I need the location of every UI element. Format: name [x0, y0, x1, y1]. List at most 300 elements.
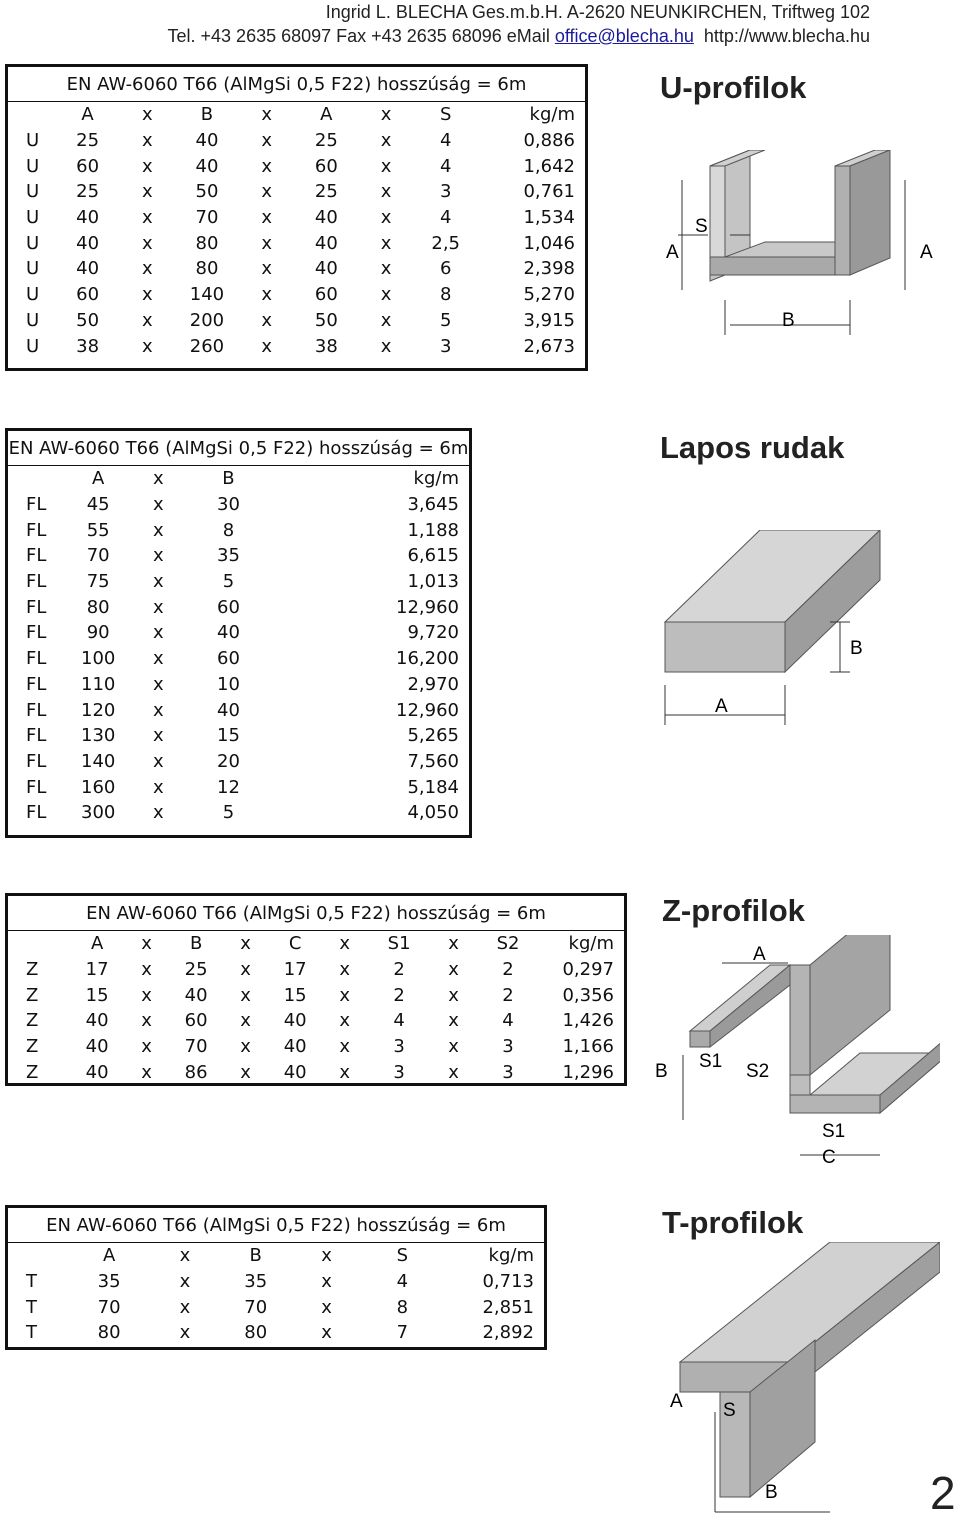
- table-cell: 40: [184, 984, 208, 1006]
- table-cell: 70: [97, 1296, 121, 1318]
- table-row: [8, 723, 469, 749]
- table-cell: x: [448, 984, 459, 1006]
- table-cell: x: [339, 1010, 350, 1032]
- table-cell: 70: [184, 1036, 208, 1058]
- table-cell: Z: [26, 1010, 39, 1032]
- table-cell: 1,013: [407, 571, 459, 593]
- table-cell: x: [152, 494, 164, 516]
- table-cell: 70: [86, 545, 110, 567]
- table-cell: U: [26, 207, 40, 229]
- table-cell: 40: [195, 130, 219, 152]
- t-profile-table: [5, 1205, 547, 1350]
- table-cell: 4: [396, 1271, 409, 1293]
- table-cell: FL: [26, 699, 47, 721]
- z-profile-diagram: [650, 935, 940, 1175]
- table-cell: U: [26, 232, 40, 254]
- z-profile-table: [5, 893, 627, 1086]
- column-header: B: [188, 466, 268, 492]
- table-cell: 3: [393, 1036, 405, 1058]
- table-cell: 60: [314, 155, 338, 177]
- table-cell: x: [152, 673, 164, 695]
- table-cell: 80: [86, 596, 110, 618]
- flat-bar-table: [5, 428, 472, 838]
- table-cell: 40: [76, 258, 100, 280]
- table-cell: x: [152, 725, 164, 747]
- table-cell: 1,188: [407, 519, 459, 541]
- table-cell: 40: [76, 232, 100, 254]
- table-cell: x: [141, 1061, 152, 1083]
- table-cell: 40: [85, 1010, 109, 1032]
- u-label-b: B: [782, 310, 795, 331]
- table-cell: 12,960: [396, 699, 459, 721]
- table-cell: x: [141, 258, 153, 280]
- table-cell: 0,297: [562, 959, 614, 981]
- table-cell: U: [26, 155, 40, 177]
- table-cell: x: [339, 1036, 350, 1058]
- table-cell: 5: [222, 802, 235, 824]
- table-row: [8, 543, 469, 569]
- table-cell: FL: [26, 776, 47, 798]
- table-cell: 0,356: [562, 984, 614, 1006]
- column-header: x: [127, 931, 167, 957]
- table-cell: x: [179, 1296, 191, 1318]
- column-header: kg/m: [269, 466, 469, 492]
- table-cell: 2,970: [407, 673, 459, 695]
- table-cell: 160: [81, 776, 116, 798]
- table-cell: T: [26, 1271, 37, 1293]
- table-cell: 0,761: [523, 181, 575, 203]
- column-header: [8, 102, 58, 128]
- table-header-row: [8, 931, 624, 957]
- table-cell: FL: [26, 545, 47, 567]
- table-cell: 9,720: [407, 622, 459, 644]
- table-cell: 35: [244, 1271, 268, 1293]
- column-header: S: [362, 1243, 443, 1269]
- table-cell: 0,886: [523, 130, 575, 152]
- table-cell: FL: [26, 596, 47, 618]
- table-cell: 140: [189, 284, 225, 306]
- table-cell: 0,713: [482, 1271, 534, 1293]
- table-cell: x: [339, 984, 350, 1006]
- table-cell: 55: [86, 519, 110, 541]
- column-header: kg/m: [476, 102, 585, 128]
- table-row: [8, 1294, 544, 1320]
- table-row: [8, 1320, 544, 1346]
- table-cell: x: [141, 1036, 152, 1058]
- table-cell: x: [152, 802, 164, 824]
- table-cell: 2,398: [523, 258, 575, 280]
- column-header: [8, 1243, 69, 1269]
- column-header: A: [58, 102, 118, 128]
- table-cell: 2,851: [482, 1296, 534, 1318]
- table-cell: 1,426: [562, 1010, 614, 1032]
- z-label-s1-bottom: S1: [822, 1121, 846, 1142]
- table-cell: 1,166: [562, 1036, 614, 1058]
- table-cell: x: [448, 1010, 459, 1032]
- table-cell: 120: [81, 699, 116, 721]
- company-header: [168, 0, 870, 48]
- table-cell: x: [380, 258, 392, 280]
- table-cell: 40: [217, 699, 240, 721]
- column-header: S: [416, 102, 476, 128]
- table-cell: x: [152, 750, 164, 772]
- table-cell: x: [141, 130, 153, 152]
- column-header: S1: [364, 931, 433, 957]
- table-row: [8, 517, 469, 543]
- u-label-a-left: A: [666, 242, 679, 263]
- u-label-s: S: [695, 216, 708, 237]
- table-cell: 4,050: [407, 802, 459, 824]
- table-cell: 40: [283, 1036, 307, 1058]
- table-cell: 80: [195, 258, 219, 280]
- table-cell: Z: [26, 1036, 39, 1058]
- table-title: EN AW-6060 T66 (AlMgSi 0,5 F22) hosszúság = 6m: [66, 73, 527, 95]
- table-cell: FL: [26, 622, 47, 644]
- table-cell: x: [152, 571, 164, 593]
- table-cell: 2: [393, 959, 405, 981]
- table-cell: 4: [439, 155, 452, 177]
- column-header: x: [291, 1243, 362, 1269]
- table-cell: 15: [217, 725, 240, 747]
- flat-bar-heading: Lapos rudak: [660, 430, 845, 465]
- table-cell: 6: [439, 258, 452, 280]
- table-cell: x: [339, 1061, 350, 1083]
- table-cell: x: [240, 984, 251, 1006]
- table-cell: 80: [244, 1322, 268, 1344]
- column-header: x: [150, 1243, 221, 1269]
- table-cell: x: [261, 335, 272, 357]
- table-cell: 3,915: [523, 309, 575, 331]
- table-row: [8, 982, 624, 1008]
- table-cell: x: [448, 1036, 459, 1058]
- table-cell: 40: [217, 622, 240, 644]
- u-profile-heading: U-profilok: [660, 70, 807, 105]
- table-cell: 2: [502, 984, 514, 1006]
- table-cell: 86: [184, 1061, 208, 1083]
- table-cell: 5,270: [523, 284, 575, 306]
- table-cell: x: [261, 181, 272, 203]
- table-cell: 40: [85, 1036, 109, 1058]
- table-cell: 45: [86, 494, 110, 516]
- table-title: EN AW-6060 T66 (AlMgSi 0,5 F22) hosszúság = 6m: [86, 902, 546, 924]
- table-cell: 12,960: [396, 596, 459, 618]
- table-cell: 140: [81, 750, 116, 772]
- table-cell: U: [26, 258, 40, 280]
- table-cell: x: [380, 232, 392, 254]
- contact-line: [168, 24, 870, 48]
- table-cell: 60: [76, 284, 100, 306]
- table-cell: 8: [222, 519, 235, 541]
- table-cell: FL: [26, 750, 47, 772]
- table-header-row: [8, 1243, 544, 1269]
- table-cell: 20: [217, 750, 240, 772]
- table-cell: x: [152, 776, 164, 798]
- table-cell: x: [240, 1061, 251, 1083]
- column-header: C: [265, 931, 324, 957]
- table-cell: x: [152, 622, 164, 644]
- column-header: x: [237, 102, 297, 128]
- table-row: [8, 205, 585, 231]
- table-cell: 40: [76, 207, 100, 229]
- table-cell: 4: [393, 1010, 405, 1032]
- table-cell: 15: [283, 984, 307, 1006]
- table-cell: 38: [314, 335, 338, 357]
- table-title: EN AW-6060 T66 (AlMgSi 0,5 F22) hosszúság = 6m: [46, 1214, 506, 1236]
- table-cell: 10: [217, 673, 240, 695]
- table-cell: 30: [217, 494, 240, 516]
- table-cell: 40: [314, 232, 338, 254]
- table-row: [8, 646, 469, 672]
- table-cell: x: [339, 959, 350, 981]
- table-cell: x: [141, 155, 153, 177]
- table-cell: x: [141, 335, 153, 357]
- table-row: [8, 749, 469, 775]
- flat-bar-diagram: [660, 530, 930, 730]
- t-label-s: S: [723, 1400, 736, 1421]
- table-cell: 2,892: [482, 1322, 534, 1344]
- table-cell: T: [26, 1322, 37, 1344]
- column-header: A: [296, 102, 356, 128]
- u-profile-table: [5, 64, 588, 371]
- column-header: kg/m: [443, 1243, 544, 1269]
- table-row: [8, 800, 469, 826]
- table-cell: 60: [217, 648, 240, 670]
- table-cell: 38: [76, 335, 100, 357]
- table-row: [8, 1059, 624, 1085]
- table-cell: 50: [76, 309, 100, 331]
- table-cell: x: [141, 232, 153, 254]
- table-cell: x: [141, 284, 153, 306]
- t-label-a: A: [670, 1391, 683, 1412]
- z-label-c: C: [822, 1147, 836, 1168]
- table-row: [8, 1034, 624, 1060]
- table-cell: x: [240, 959, 251, 981]
- table-cell: 70: [195, 207, 219, 229]
- table-cell: x: [141, 959, 152, 981]
- table-cell: 3: [502, 1036, 514, 1058]
- table-cell: x: [380, 335, 392, 357]
- table-cell: x: [152, 519, 164, 541]
- table-cell: x: [380, 207, 392, 229]
- z-profile-heading: Z-profilok: [662, 893, 805, 928]
- column-header: x: [325, 931, 365, 957]
- table-row: [8, 569, 469, 595]
- column-header: B: [220, 1243, 291, 1269]
- table-cell: x: [152, 545, 164, 567]
- table-cell: 260: [189, 335, 225, 357]
- table-cell: 90: [86, 622, 110, 644]
- z-label-b: B: [655, 1061, 668, 1082]
- column-header: x: [434, 931, 474, 957]
- table-cell: 300: [81, 802, 116, 824]
- table-cell: x: [261, 155, 272, 177]
- table-row: [8, 1269, 544, 1295]
- table-cell: 100: [81, 648, 116, 670]
- table-cell: 35: [217, 545, 240, 567]
- table-cell: 60: [184, 1010, 208, 1032]
- table-cell: 130: [81, 725, 116, 747]
- table-cell: x: [179, 1271, 191, 1293]
- table-row: [8, 230, 585, 256]
- phone-fax-text: Tel. +43 2635 68097 Fax +43 2635 68096 eMail: [167, 26, 555, 46]
- table-cell: U: [26, 284, 40, 306]
- column-header: x: [226, 931, 266, 957]
- column-header: A: [69, 1243, 150, 1269]
- table-cell: x: [152, 699, 164, 721]
- column-header: x: [356, 102, 416, 128]
- table-cell: x: [261, 309, 272, 331]
- table-cell: 25: [314, 181, 338, 203]
- table-cell: 3: [439, 335, 452, 357]
- table-row: [8, 282, 585, 308]
- table-cell: 15: [85, 984, 109, 1006]
- t-profile-heading: T-profilok: [662, 1205, 804, 1240]
- table-cell: x: [141, 984, 152, 1006]
- table-cell: x: [321, 1271, 332, 1293]
- table-cell: 16,200: [396, 648, 459, 670]
- table-cell: 35: [97, 1271, 121, 1293]
- table-cell: 110: [81, 673, 116, 695]
- table-row: [8, 672, 469, 698]
- table-cell: x: [380, 309, 392, 331]
- z-label-s1-top: S1: [699, 1051, 723, 1072]
- table-cell: U: [26, 130, 40, 152]
- table-cell: 17: [85, 959, 109, 981]
- table-row: [8, 620, 469, 646]
- table-cell: 8: [439, 284, 452, 306]
- table-cell: U: [26, 335, 40, 357]
- table-cell: 3: [393, 1061, 405, 1083]
- table-row: [8, 153, 585, 179]
- email-link[interactable]: office@blecha.hu: [554, 26, 694, 46]
- table-cell: FL: [26, 571, 47, 593]
- table-cell: 5,184: [407, 776, 459, 798]
- table-header-row: [8, 102, 585, 128]
- table-cell: 12: [217, 776, 240, 798]
- table-row: [8, 128, 585, 154]
- table-cell: 40: [85, 1061, 109, 1083]
- table-cell: T: [26, 1296, 37, 1318]
- table-cell: x: [448, 1061, 459, 1083]
- table-row: [8, 957, 624, 983]
- u-profile-diagram: [650, 150, 950, 350]
- column-header: kg/m: [543, 931, 624, 957]
- t-profile-diagram: [650, 1242, 940, 1522]
- t-label-b: B: [765, 1482, 778, 1503]
- table-header-row: [8, 466, 469, 492]
- table-cell: 60: [314, 284, 338, 306]
- table-cell: FL: [26, 494, 47, 516]
- table-cell: 5,265: [407, 725, 459, 747]
- table-cell: x: [261, 258, 272, 280]
- fl-label-b: B: [850, 638, 863, 659]
- column-header: x: [128, 466, 188, 492]
- table-row: [8, 594, 469, 620]
- column-header: A: [68, 466, 128, 492]
- table-cell: x: [380, 130, 392, 152]
- table-cell: 80: [195, 232, 219, 254]
- table-cell: 50: [314, 309, 338, 331]
- table-cell: x: [141, 309, 153, 331]
- table-cell: 3,645: [407, 494, 459, 516]
- table-cell: 6,615: [407, 545, 459, 567]
- table-cell: 40: [283, 1061, 307, 1083]
- table-cell: 25: [76, 130, 100, 152]
- table-cell: x: [261, 232, 272, 254]
- table-cell: x: [261, 284, 272, 306]
- column-header: A: [67, 931, 126, 957]
- table-cell: 40: [314, 258, 338, 280]
- table-cell: 60: [76, 155, 100, 177]
- table-cell: 2: [502, 959, 514, 981]
- table-cell: U: [26, 309, 40, 331]
- table-cell: 5: [222, 571, 235, 593]
- z-label-s2: S2: [746, 1061, 770, 1082]
- table-cell: 50: [195, 181, 219, 203]
- table-cell: 4: [439, 207, 452, 229]
- page-number: 2: [930, 1467, 956, 1519]
- table-cell: 8: [396, 1296, 409, 1318]
- table-cell: Z: [26, 1061, 39, 1083]
- table-cell: x: [141, 181, 153, 203]
- website-link[interactable]: http://www.blecha.hu: [703, 26, 870, 46]
- company-address: Ingrid L. BLECHA Ges.m.b.H. A-2620 NEUNKIRCHEN, Triftweg 102: [325, 2, 870, 22]
- table-cell: x: [141, 207, 153, 229]
- table-row: [8, 256, 585, 282]
- z-label-a: A: [753, 944, 766, 965]
- table-cell: 200: [189, 309, 225, 331]
- table-cell: FL: [26, 802, 47, 824]
- table-cell: 2: [393, 984, 405, 1006]
- table-cell: 4: [439, 130, 452, 152]
- table-cell: x: [321, 1296, 332, 1318]
- table-title: EN AW-6060 T66 (AlMgSi 0,5 F22) hosszúság = 6m: [8, 437, 469, 459]
- table-cell: x: [448, 959, 459, 981]
- table-cell: 75: [86, 571, 110, 593]
- table-cell: 40: [195, 155, 219, 177]
- table-cell: 70: [244, 1296, 268, 1318]
- table-cell: U: [26, 181, 40, 203]
- table-cell: 1,296: [562, 1061, 614, 1083]
- table-cell: 17: [283, 959, 307, 981]
- column-header: [8, 466, 68, 492]
- table-cell: 25: [184, 959, 208, 981]
- table-cell: x: [261, 130, 272, 152]
- table-cell: 3: [502, 1061, 514, 1083]
- table-cell: x: [179, 1322, 191, 1344]
- table-cell: x: [141, 1010, 152, 1032]
- table-cell: 4: [502, 1010, 514, 1032]
- table-cell: x: [321, 1322, 332, 1344]
- table-row: [8, 179, 585, 205]
- column-header: [8, 931, 67, 957]
- table-cell: 7: [396, 1322, 409, 1344]
- table-cell: 2,673: [523, 335, 575, 357]
- fl-label-a: A: [715, 696, 728, 717]
- table-cell: Z: [26, 959, 39, 981]
- column-header: B: [177, 102, 237, 128]
- table-row: [8, 492, 469, 518]
- table-cell: 25: [314, 130, 338, 152]
- table-cell: x: [380, 181, 392, 203]
- table-cell: FL: [26, 519, 47, 541]
- table-cell: 5: [439, 309, 452, 331]
- column-header: x: [117, 102, 177, 128]
- table-cell: x: [152, 648, 164, 670]
- table-row: [8, 774, 469, 800]
- table-cell: 1,642: [523, 155, 575, 177]
- table-cell: 25: [76, 181, 100, 203]
